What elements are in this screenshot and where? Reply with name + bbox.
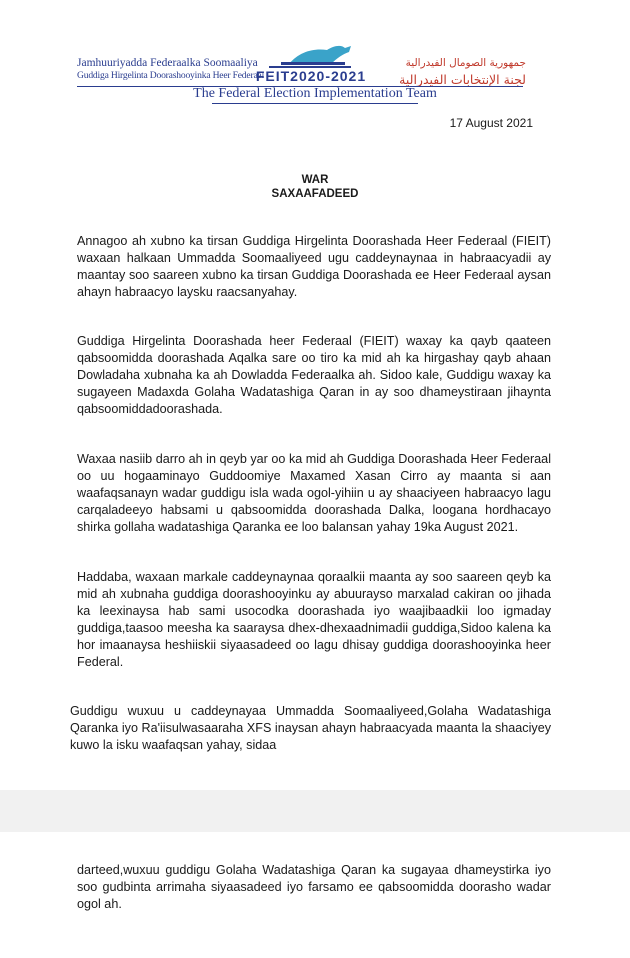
paragraph-2: Guddiga Hirgelinta Doorashada heer Federaal (FIEIT) waxay ka qayb qaateen qabsoomidda doorashada Aqalka sare oo tiro ka mid ah ka hirgashay qayb ahaan Dowladaha xubnaha ka ah Dowladda Federaalka ah. Sidoo kale, Guddigu waxay ka sugayeen Madaxda Golaha Wadatashiga Qaran in ay soo dhameystiraan jihaynta qabsoomiddadoorashada. xyxy=(77,334,551,416)
letterhead-arabic-country: جمهورية الصومال الفيدرالية xyxy=(405,57,526,69)
letterhead-country: Jamhuuriyadda Federaalka Soomaaliya xyxy=(77,57,258,69)
paragraph-1: Annagoo ah xubno ka tirsan Guddiga Hirgelinta Doorashada Heer Federaal (FIEIT) waxaan halkaan Ummadda Soomaaliyeed ugu caddeynaynaa in habraacyadii ay maantay soo saareen xubno ka tirsan Guddiga Doorashada ee Heer Federaal aysan ahayn habraacyo laysku raacsanyahay. xyxy=(77,234,551,299)
page-break xyxy=(0,790,630,832)
letterhead-committee: Guddiga Hirgelinta Doorashooyinka Heer Federaal xyxy=(77,70,265,81)
document-page-2 xyxy=(0,832,630,958)
title-line-2: SAXAAFADEED xyxy=(271,188,359,200)
paragraph-5: Guddigu wuxuu u caddeynayaa Ummadda Soomaaliyeed,Golaha Wadatashiga Qaranka iyo Ra'iisulwasaaraha XFS inaysan ahayn habraacyada maanta la shaaciyey kuwo la isku waafaqsan yahay, sidaa xyxy=(70,704,551,752)
letterhead-arabic xyxy=(399,55,526,89)
paragraph-3: Waxaa nasiib darro ah in qeyb yar oo ka mid ah Guddiga Doorashada Heer Federaal oo uu hogaaminayo Guddoomiye Maxamed Xasan Cirro ay maanta si aan waafaqsanayn wadar guddigu isla wada ogol-yihiin u ay shaaciyeen habraacyo lagu carqaladeeyo habsami u qabsoomidda doorashada Dalka, loogana hordhacayo shirka gollaha wadatashiga Qaranka ee loo balansan yahay 19ka August 2021. xyxy=(77,452,551,534)
letterhead-team-name: The Federal Election Implementation Team xyxy=(193,86,437,101)
document-title xyxy=(0,173,630,201)
logo-wordmark: FEIT2020-2021 xyxy=(255,68,367,84)
paragraph-6: darteed,wuxuu guddigu Golaha Wadatashiga Qaran ka sugayaa dhameystirka iyo soo gudbinta arrimaha siyaasadeed iyo farsamo ee qabsoomidda doorasho wadar ogol ah. xyxy=(77,863,551,911)
title-line-1: WAR xyxy=(301,174,329,186)
letterhead-arabic-committee: لجنة الإنتخابات الفيدرالية xyxy=(399,72,526,87)
letterhead-somali xyxy=(77,57,264,82)
paragraph-4: Haddaba, waxaan markale caddeynaynaa qoraalkii maanta ay soo saareen qeyb ka mid ah xubnaha guddiga doorashooyinku ay abuurayso marxalad cakiran oo jihada ka leexinaysa hab sami usocodka doorashada iyo waajibaadkii loo igmaday guddiga,taasoo meesha ka saaraysa dhex-dhexaadnimadii guddiga,Sidoo kalena ka hor imaanaysa heshiiskii siyaasadeed oo lagu dhisay guddiga doorashooyinka heer Federal. xyxy=(77,570,551,669)
document-date: 17 August 2021 xyxy=(449,116,533,130)
team-underline xyxy=(212,103,418,104)
